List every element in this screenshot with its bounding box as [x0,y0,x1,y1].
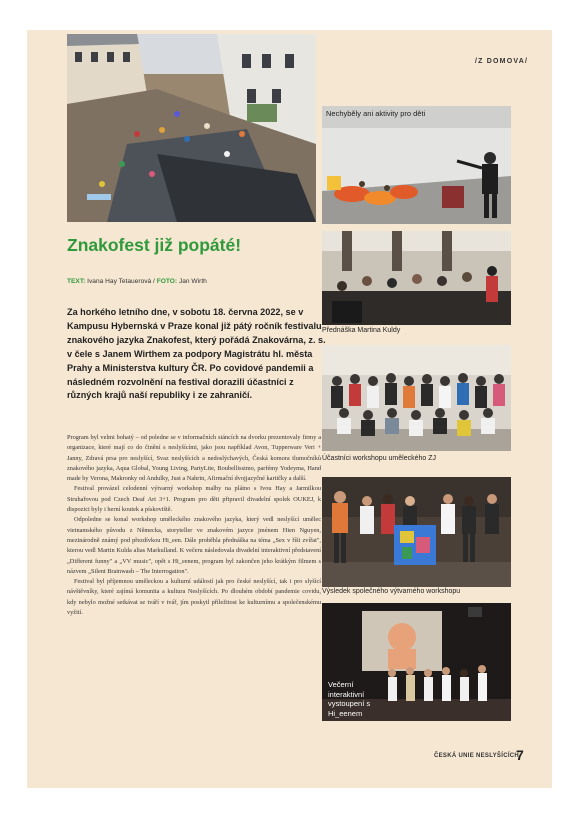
text-label: TEXT: [67,278,86,285]
magazine-page [27,30,552,788]
text-author: Ivana Hay Tetauerová [87,278,152,285]
courtyard-photo [67,34,316,222]
lecture-caption: Přednáška Martina Kuldy [322,327,401,334]
kids-activities-photo [322,106,511,224]
lead-paragraph: Za horkého letního dne, v sobotu 18. června 2022, se v Kampusu Hybernská v Praze konal již pátý ročník festivalu znakového jazyka Znakofest, který pořádá Znakovárna, z. s. v čele s Janem Wirthem za podpory Magistrátu hl. města Prahy a Ministerstva kultury ČR. Po covidové pandemii a následném rozvolnění na festival dorazili účastníci z různých krajů naší republiky i ze zahraničí. [67,307,326,401]
article-headline: Znakofest již popáté! [67,235,242,255]
page-number: 7 [516,747,524,763]
photo-label: FOTO: [156,278,178,285]
credits-separator: / [153,278,155,285]
evening-show-photo [322,603,511,721]
kids-caption: Nechyběly ani aktivity pro děti [326,109,426,118]
participants-caption: Účastníci workshopu uměleckého ZJ [322,455,436,462]
evening-caption: Večerní interaktivní vystoupení s Hi_eenem [328,680,371,718]
workshop-result-caption: Výsledek společného výtvarného workshopu [322,588,461,595]
participants-photo [322,345,511,451]
publication-name: ČESKÁ UNIE NESLYŠÍCÍCH [434,753,520,759]
photo-author: Jan Wirth [178,278,207,285]
lecture-photo [322,231,511,325]
workshop-result-photo [322,477,511,587]
article-body [67,433,321,618]
body-paragraph: Festival provázel celodenní výtvarný workshop malby na plátno s Ivou Hay a Jarmilkou Struhařovou pod Czech Deaf Art 3+1. Program pro děti připravil divadelní spolek OUKEJ, k dispozici byly i herní koutek a pískoviště. [67,485,321,514]
body-paragraph: Festival byl příjemnou uměleckou a kulturní událostí jak pro české neslyšící, tak i pro slyšící návštěvníky, které zajímá komunita a kultura Neslyšících. Po dlouhém období pandemie covidu, kdy nebylo možné setkávat se tváří v tvář, jím poskytl příležitost ke kulturnímu a společenskému vyžití. [67,578,321,617]
article-credits [67,278,207,285]
section-tag: /Z DOMOVA/ [475,58,529,65]
body-paragraph: Odpoledne se konal workshop uměleckého znakového jazyka, který vedl neslyšící umělec vietnamského původu z Německa, storyteller ve znakovém jazyce jménem Hien Nguyen, mezinárodně známý pod přezdívkou Hi_een. Dále proběhla přednáška na téma „Sex v říši zvířat", kterou vedl Martin Kulda alias Markulland. K večeru následovala divadelní interaktivní představení „Different funny" a „VV music", opět s Hi_eenem, program byl zakončen jeho krátkým filmem s názvem „Silent Brainwash – The Interrogation". [67,516,321,575]
body-paragraph: Program byl velmi bohatý – od poledne se v informačních stáncích na dvorku prezentovaly firmy a organizace, které mají co do činění s neslyšícími, jako jsou například Avon, Tupperware Veri + Janny, Zdravá prsa pro neslyšící, Svaz neslyšících a nedoslýchavých, Česká komora tlumočníků znakového jazyka, Aqua Global, Young Living, PartyLite, Boubellissimo, parfémy Yodeyma, Hand made by Verona, Makronky od Andulky, Just a Nahrin, Afirmační dvojjazyčné kartičky a další. [67,434,321,483]
